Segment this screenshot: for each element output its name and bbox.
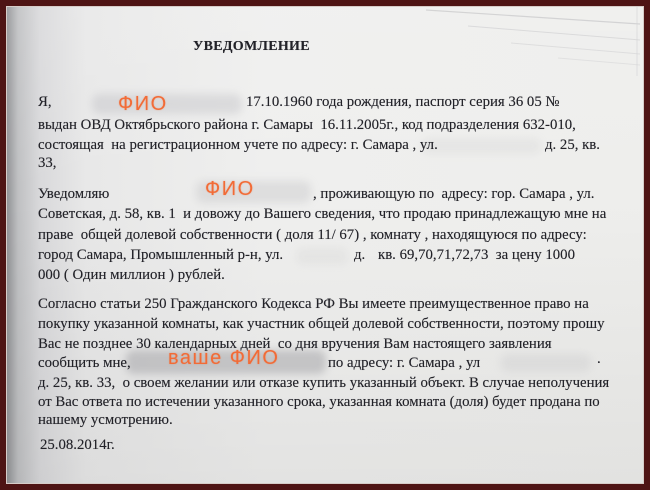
document-date: 25.08.2014г.	[40, 437, 115, 453]
paragraph2-line3: праве общей долевой собственности ( доля 11/ 67) , комнату , находящуюся по адресу:	[38, 227, 587, 243]
paragraph2-line4-mid: д.	[354, 247, 366, 263]
paragraph3-line4-dot: .	[597, 351, 601, 367]
paragraph3-line7: нашему усмотрению.	[38, 412, 173, 428]
paragraph1-line1-start: Я,	[38, 94, 52, 110]
document-photo	[6, 6, 644, 484]
redaction-blur	[501, 354, 591, 372]
paragraph2-line4-start: город Самара, Промышленный р-н, ул.	[38, 247, 284, 263]
paragraph2-line2: Советская, д. 58, кв. 1 и довожу до Вашего сведения, что продаю принадлежащую мне на	[38, 206, 607, 222]
paragraph3-line2: покупку указанной комнаты, как участник общей долевой собственности, поэтому прошу	[38, 316, 605, 332]
redaction-blur	[421, 138, 541, 154]
name-placeholder: ФИО	[205, 178, 255, 200]
paragraph3-line1: Согласно статьи 250 Гражданского Кодекса РФ Вы имеете преимущественное право на	[38, 296, 589, 312]
paragraph3-line5: д. 25, кв. 33, о своем желании или отказе купить указанный объект. В случае неполучения	[38, 375, 610, 391]
paragraph3-line4-start: сообщить мне,	[38, 355, 131, 371]
paragraph3-line3: Вас не позднее 30 календарных дней со дня вручения Вам настоящего заявления	[38, 336, 552, 352]
paragraph2-line5: 000 ( Один миллион ) рублей.	[38, 267, 225, 283]
redaction-blur	[296, 248, 348, 264]
paragraph1-line4: 33,	[38, 155, 57, 171]
paragraph1-line1-end: 17.10.1960 года рождения, паспорт серия 36 05 №	[246, 94, 560, 110]
document-title: УВЕДОМЛЕНИЕ	[193, 39, 310, 54]
paragraph1-line3-start: состоящая на регистрационном учете по адресу: г. Самара , ул.	[38, 137, 438, 153]
paragraph3-line4-end: по адресу: г. Самара , ул	[328, 355, 481, 371]
paragraph1-line3-end: д. 25, кв.	[545, 137, 600, 153]
paragraph2-line4-end: кв. 69,70,71,72,73 за цену 1000	[378, 247, 575, 263]
paragraph2-line1-end: , проживающую по адресу: гор. Самара , ул.	[313, 186, 595, 202]
paragraph3-line6: от Вас ответа по истечении указанного срока, указанная комната (доля) будет продана по	[38, 394, 600, 410]
name-placeholder: ФИО	[118, 93, 168, 115]
your-name-placeholder: ваше ФИО	[168, 347, 280, 369]
paragraph2-line1-start: Уведомляю	[38, 186, 110, 202]
paragraph1-line2: выдан ОВД Октябрьского района г. Самары 16.11.2005г., код подразделения 632-010,	[38, 117, 576, 133]
